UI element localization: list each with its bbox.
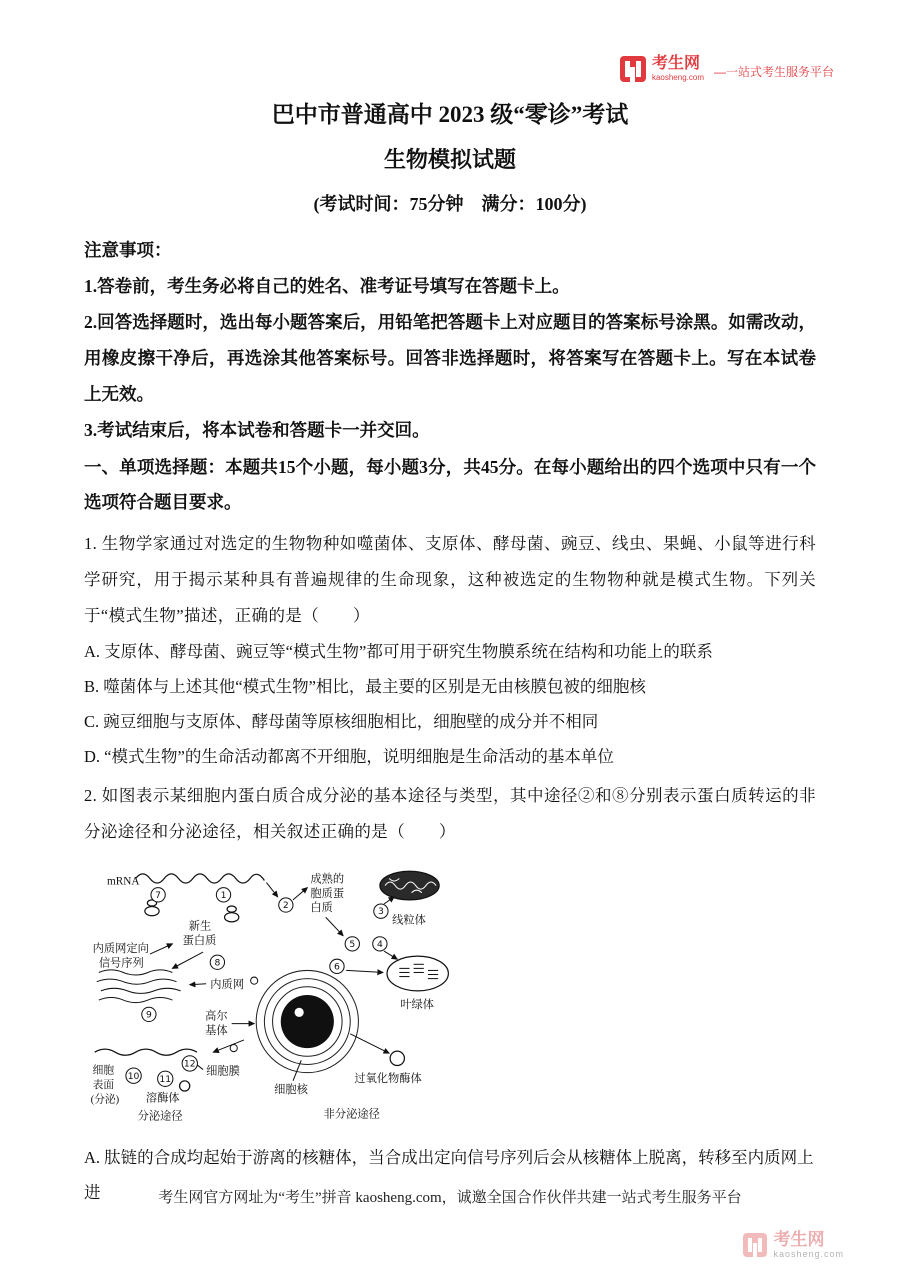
marker-4 xyxy=(373,937,387,951)
svg-text:4: 4 xyxy=(376,938,383,950)
question-2-option-a: A. 肽链的合成均起始于游离的核糖体，当合成出定向信号序列后会从核糖体上脱离，转移至内质网上进 xyxy=(84,1148,814,1202)
question-1-option-a: A. 支原体、酵母菌、豌豆等“模式生物”都可用于研究生物膜系统在结构和功能上的联系 xyxy=(84,642,713,661)
kaosheng-watermark-icon xyxy=(743,1233,767,1257)
question-1-option-c: C. 豌豆细胞与支原体、酵母菌等原核细胞相比，细胞壁的成分并不相同 xyxy=(84,712,599,731)
arrow-er-label xyxy=(190,984,206,985)
watermark-brand: 考生网 xyxy=(773,1230,825,1249)
kaosheng-watermark-text xyxy=(773,1231,844,1259)
exam-title: 巴中市普通高中 2023 级“零诊”考试 xyxy=(271,102,629,127)
question-1-option-b: B. 噬菌体与上述其他“模式生物”相比，最主要的区别是无由核膜包被的细胞核 xyxy=(84,677,646,696)
chloroplast-icon xyxy=(387,956,448,991)
chloroplast-label: 叶绿体 xyxy=(400,999,435,1012)
arrow-golgi-to-membrane xyxy=(213,1040,244,1052)
kaosheng-watermark xyxy=(743,1231,844,1259)
nascent-protein-label: 蛋白质 xyxy=(182,934,217,947)
mature-protein-label: 白质 xyxy=(310,902,333,915)
lysosome-label: 溶酶体 xyxy=(145,1092,180,1105)
golgi-label: 基体 xyxy=(205,1024,228,1037)
kaosheng-logo-text xyxy=(652,56,704,82)
marker-6 xyxy=(330,959,344,973)
vesicle-icon xyxy=(230,1045,237,1052)
marker-11 xyxy=(158,1071,173,1086)
arrow-to-mitochondrion xyxy=(384,897,394,904)
svg-text:11: 11 xyxy=(159,1073,172,1085)
peroxisome-label: 过氧化物酶体 xyxy=(354,1072,422,1085)
mrna-label: mRNA xyxy=(106,875,140,888)
mature-protein-label: 成熟的 xyxy=(310,873,345,886)
secretory-path-label: 分泌途径 xyxy=(137,1110,183,1123)
protein-secretion-diagram xyxy=(90,858,500,1136)
vesicle-icon xyxy=(251,977,258,984)
cell-surface-label: 表面 xyxy=(92,1078,115,1091)
marker-2 xyxy=(279,898,293,912)
arrow-signal-to-chain xyxy=(150,944,172,954)
exam-meta: (考试时间：75分钟 满分：100分) xyxy=(313,194,587,214)
svg-text:1: 1 xyxy=(220,889,227,901)
membrane-label: 细胞膜 xyxy=(206,1065,240,1078)
logo-brand: 考生网 xyxy=(651,55,700,72)
kaosheng-logo-icon xyxy=(620,56,646,82)
marker-9 xyxy=(142,1007,156,1021)
logo-domain: kaosheng.com xyxy=(651,73,704,82)
marker-12 xyxy=(182,1056,197,1071)
svg-text:10: 10 xyxy=(127,1070,140,1082)
cell-membrane-icon xyxy=(95,1049,197,1055)
signal-sequence-label: 内质网定向 xyxy=(92,943,149,956)
marker-3 xyxy=(374,904,388,918)
mature-protein-label: 胞质蛋 xyxy=(310,887,345,900)
kaosheng-logo xyxy=(620,56,834,82)
svg-text:9: 9 xyxy=(145,1009,152,1021)
signal-sequence-label: 信号序列 xyxy=(98,957,144,970)
question-2-stem: 2. 如图表示某细胞内蛋白质合成分泌的基本途径与类型，其中途径②和⑧分别表示蛋白质转运的非分泌途径和分泌途径，相关叙述正确的是（ ） xyxy=(84,786,816,841)
marker-10 xyxy=(126,1068,141,1083)
notice-item-2: 2.回答选择题时，选出每小题答案后，用铅笔把答题卡上对应题目的答案标号涂黑。如需改动，用橡皮擦干净后，再选涂其他答案标号。回答非选择题时，将答案写在答题卡上。写在本试卷上无效。 xyxy=(84,312,816,404)
arrow-to-path2 xyxy=(266,883,277,897)
svg-text:8: 8 xyxy=(214,957,221,969)
marker-7 xyxy=(151,888,165,902)
marker-1 xyxy=(216,888,230,902)
svg-text:6: 6 xyxy=(334,961,340,973)
svg-text:2: 2 xyxy=(282,900,289,912)
arrow-to-mature xyxy=(293,888,307,900)
endoplasmic-reticulum-icon xyxy=(97,970,181,1003)
question-1-stem: 1. 生物学家通过对选定的生物物种如噬菌体、支原体、酵母菌、豌豆、线虫、果蝇、小鼠等进行科学研究，用于揭示某种具有普遍规律的生命现象，这种被选定的生物物种就是模式生物。下列关于“模式生物”描述，正确的是（ ） xyxy=(84,534,816,625)
nonsecretory-path-label: 非分泌途径 xyxy=(323,1108,380,1121)
peroxisome-icon xyxy=(390,1051,404,1065)
marker-8 xyxy=(210,955,224,969)
svg-text:5: 5 xyxy=(349,938,356,950)
mrna-strand xyxy=(136,874,265,883)
golgi-label: 高尔 xyxy=(205,1010,228,1023)
notice-item-1: 1.答卷前，考生务必将自己的姓名、准考证号填写在答题卡上。 xyxy=(84,276,570,296)
arrow-nascent-to-er xyxy=(172,952,203,968)
arrow-to-chloroplast-2 xyxy=(384,951,397,959)
arrow-to-peroxisome xyxy=(350,1034,389,1053)
ribosome-icon xyxy=(225,906,239,922)
watermark-domain: kaosheng.com xyxy=(773,1249,844,1259)
footer-notice: 考生网官方网址为“考生”拼音 kaosheng.com，诚邀全国合作伙伴共建一站式考生服务平台 xyxy=(158,1190,742,1206)
exam-subtitle: 生物模拟试题 xyxy=(383,147,516,172)
marker-5 xyxy=(345,937,359,951)
er-label: 内质网 xyxy=(210,978,244,991)
mitochondrion-label: 线粒体 xyxy=(392,914,426,927)
notice-heading: 注意事项： xyxy=(84,240,172,260)
lysosome-icon xyxy=(180,1081,190,1091)
arrow-to-chloroplast xyxy=(346,970,383,972)
notice-item-3: 3.考试结束后，将本试卷和答题卡一并交回。 xyxy=(84,420,430,440)
nascent-protein-label: 新生 xyxy=(188,920,212,933)
cell-surface-label: 细胞 xyxy=(92,1064,115,1077)
svg-text:3: 3 xyxy=(377,906,384,918)
logo-tagline: —一站式考生服务平台 xyxy=(713,65,834,79)
nucleus-icon xyxy=(256,970,358,1072)
cell-surface-label: (分泌) xyxy=(90,1093,120,1106)
question-1-option-d: D. “模式生物”的生命活动都离不开细胞，说明细胞是生命活动的基本单位 xyxy=(84,747,614,766)
arrow-down-nonsecretory xyxy=(326,917,343,935)
svg-text:7: 7 xyxy=(155,889,162,901)
svg-text:12: 12 xyxy=(183,1058,196,1070)
mitochondrion-icon xyxy=(380,871,439,900)
nucleus-label: 细胞核 xyxy=(274,1084,308,1097)
section-heading: 一、单项选择题：本题共15个小题，每小题3分，共45分。在每小题给出的四个选项中只有一个选项符合题目要求。 xyxy=(84,457,816,512)
